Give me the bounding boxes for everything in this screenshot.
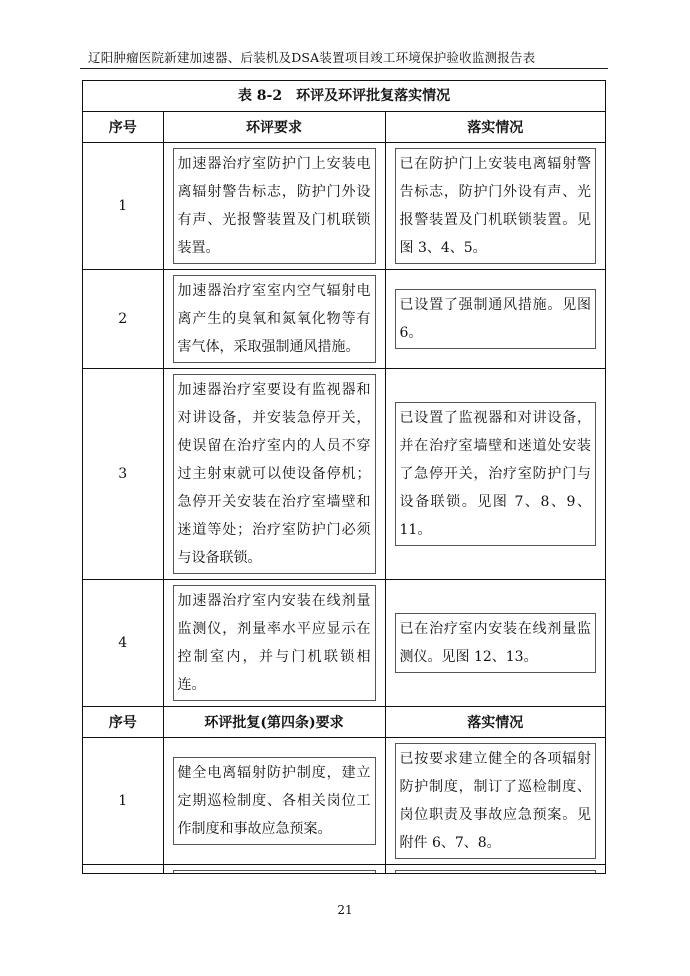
table-frame: [82, 80, 606, 874]
table-row: [83, 580, 605, 707]
requirement-cell: [163, 738, 385, 865]
table-caption: 表 8-2 环评及环评批复落实情况: [237, 88, 451, 104]
section2-header-row: [83, 707, 605, 738]
table-row: [83, 369, 605, 580]
row-number: 3: [83, 369, 163, 580]
col-header-requirement: 环评要求: [163, 112, 385, 143]
row-number: 1: [83, 143, 163, 270]
section1-header-row: [83, 112, 605, 143]
implementation-cell: [385, 580, 605, 707]
requirement-text: 加速器治疗室要设有监视器和对讲设备，并安装急停开关，使误留在治疗室内的人员不穿过主射束就可以使设备停机；急停开关安装在治疗室墙壁和迷道等处；治疗室防护门必须与设备联锁。: [173, 374, 376, 574]
table-row: [83, 143, 605, 270]
header-rule: [80, 68, 608, 69]
col-header-no: 序号: [83, 112, 163, 143]
requirement-text: 加速器治疗室内安装在线剂量监测仪，剂量率水平应显示在控制室内，并与门机联锁相连。: [173, 585, 376, 701]
implementation-cell: [385, 865, 605, 875]
implementation-text: 已设置了强制通风措施。见图 6。: [395, 289, 597, 349]
implementation-cell: [385, 143, 605, 270]
implementation-text: 已在防护门上安装电离辐射警告标志，防护门外设有声、光报警装置及门机联锁装置。见图 3、4、5。: [395, 148, 597, 264]
col-header-no: 序号: [83, 707, 163, 738]
implementation-text: 已在治疗室内安装在线剂量监测仪。见图 12、13。: [395, 613, 597, 673]
table-row: [83, 738, 605, 865]
requirement-text: [173, 870, 376, 874]
implementation-text: [395, 870, 597, 874]
implementation-cell: [385, 738, 605, 865]
row-number: [83, 865, 163, 875]
col-header-implementation: 落实情况: [385, 112, 605, 143]
requirement-cell: [163, 865, 385, 875]
row-number: 1: [83, 738, 163, 865]
table-row: [83, 270, 605, 369]
page-header: 辽阳肿瘤医院新建加速器、后装机及DSA装置项目竣工环境保护验收监测报告表: [88, 50, 536, 65]
requirement-text: 加速器治疗室室内空气辐射电离产生的臭氧和氮氧化物等有害气体，采取强制通风措施。: [173, 275, 376, 363]
requirement-text: 健全电离辐射防护制度，建立定期巡检制度、各相关岗位工作制度和事故应急预案。: [173, 757, 376, 845]
requirement-cell: [163, 270, 385, 369]
requirement-text: 加速器治疗室防护门上安装电离辐射警告标志，防护门外设有声、光报警装置及门机联锁装置。: [173, 148, 376, 264]
page-number: 21: [337, 903, 353, 917]
requirement-cell: [163, 369, 385, 580]
implementation-cell: [385, 270, 605, 369]
col-header-approval-requirement: 环评批复(第四条)要求: [163, 707, 385, 738]
implementation-cell: [385, 369, 605, 580]
implementation-text: 已设置了监视器和对讲设备，并在治疗室墙壁和迷道处安装了急停开关，治疗室防护门与设备联锁。见图 7、8、9、11。: [395, 402, 597, 546]
requirement-cell: [163, 580, 385, 707]
table-row: [83, 865, 605, 875]
row-number: 2: [83, 270, 163, 369]
row-number: 4: [83, 580, 163, 707]
col-header-implementation: 落实情况: [385, 707, 605, 738]
implementation-text: 已按要求建立健全的各项辐射防护制度，制订了巡检制度、岗位职责及事故应急预案。见附件 6、7、8。: [395, 743, 597, 859]
compliance-table: [83, 111, 605, 874]
requirement-cell: [163, 143, 385, 270]
